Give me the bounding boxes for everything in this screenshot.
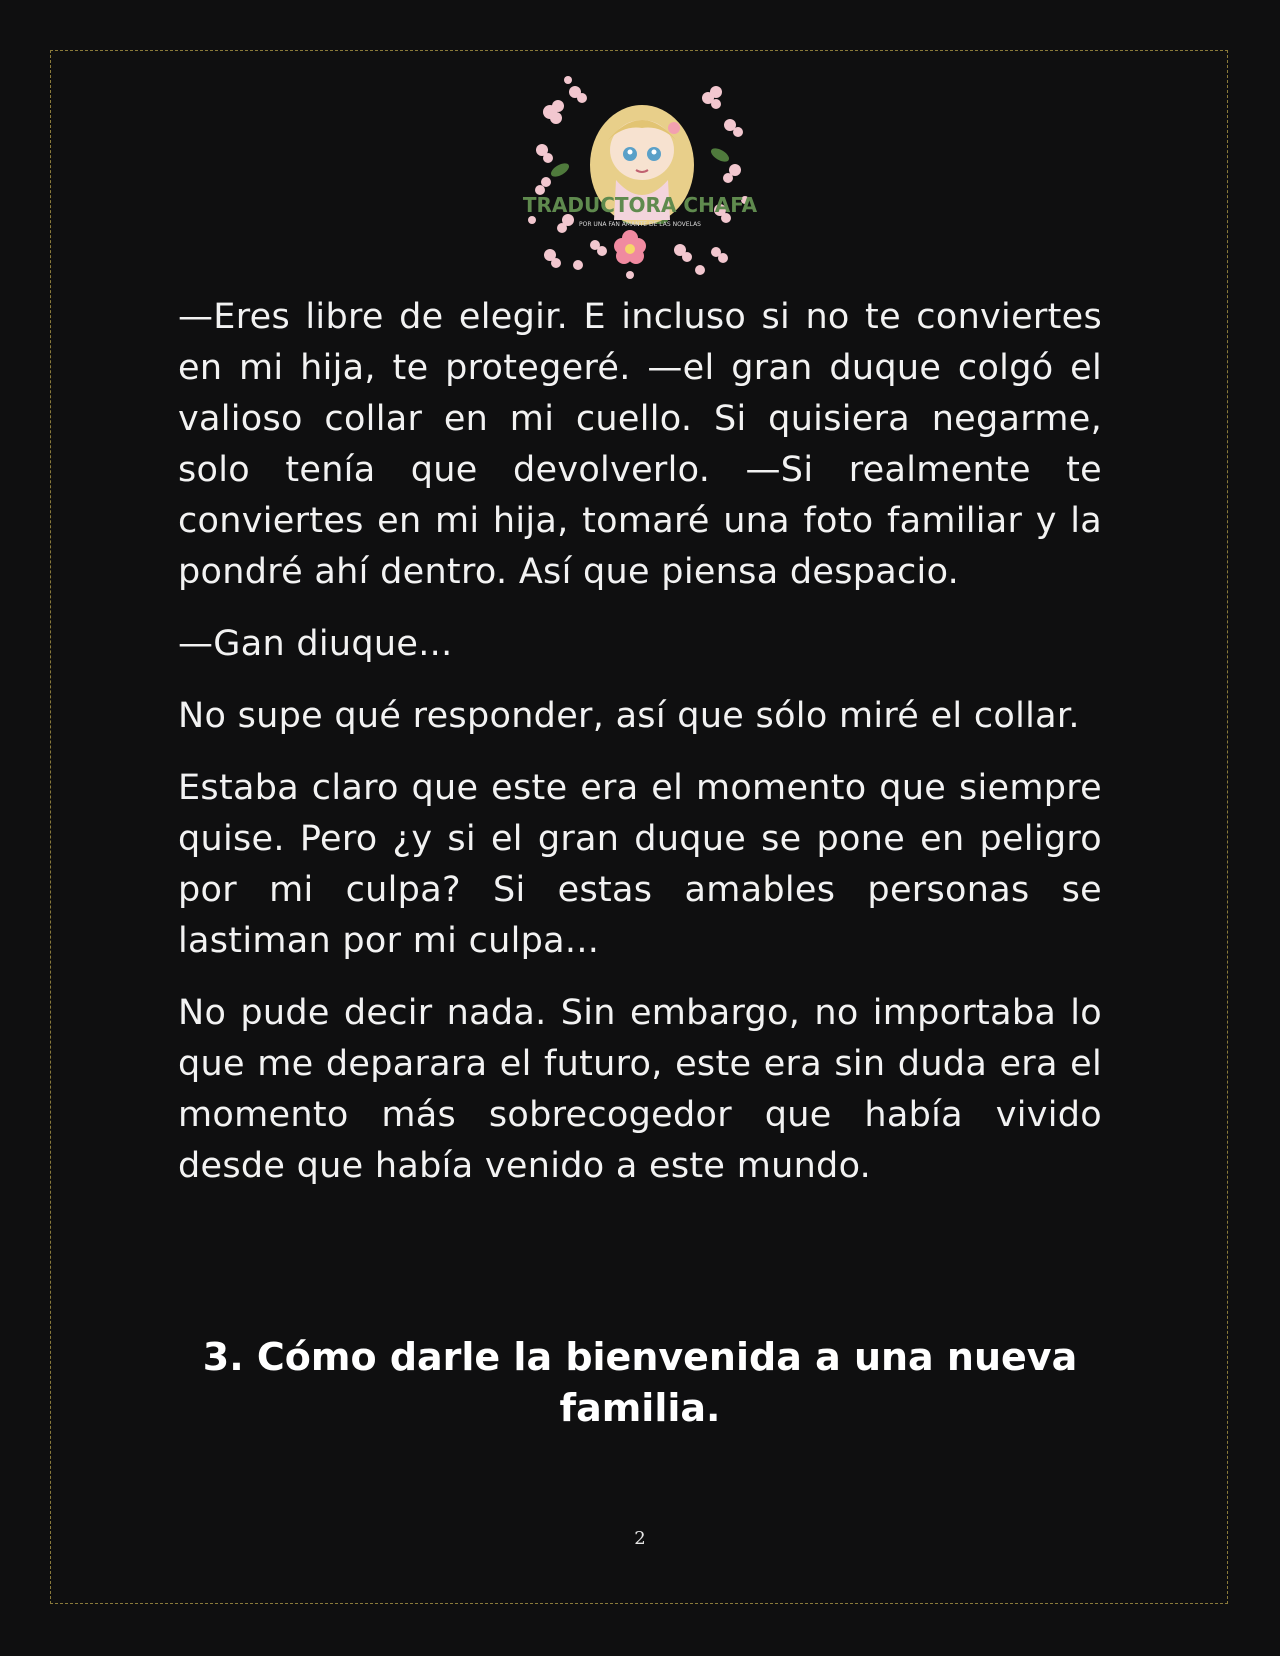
- paragraph-3: No supe qué responder, así que sólo miré el collar.: [178, 696, 1080, 736]
- logo-title: TRADUCTORA CHAFA: [522, 193, 758, 217]
- paragraph-5: No pude decir nada. Sin embargo, no importaba lo que me deparara el futuro, este era sin duda era el momento más sobrecogedor que había vivido desde que había venido a este mundo.: [178, 993, 1102, 1186]
- paragraph-4: Estaba claro que este era el momento que siempre quise. Pero ¿y si el gran duque se pone en peligro por mi culpa? Si estas amables personas se lastiman por mi culpa...: [178, 768, 1102, 961]
- paragraph-1: —Eres libre de elegir. E incluso si no te conviertes en mi hija, te protegeré. —el gran duque colgó el valioso collar en mi cuello. Si quisiera negarme, solo tenía que devolverlo. —Si realmente te conviertes en mi hija, tomaré una foto familiar y la pondré ahí dentro. Así que piensa despacio.: [178, 297, 1102, 592]
- paragraph-2: —Gan diuque...: [178, 624, 453, 664]
- chapter-heading: 3. Cómo darle la bienvenida a una nueva familia.: [202, 1335, 1078, 1430]
- translator-logo: [520, 70, 760, 290]
- page-number: 2: [634, 1528, 646, 1549]
- pink-flower-icon: [614, 230, 646, 264]
- logo-tagline: POR UNA FAN AMANTE DE LAS NOVELAS: [579, 221, 701, 228]
- logo-artwork: [520, 70, 760, 290]
- chapter-body-text: [178, 292, 1102, 1213]
